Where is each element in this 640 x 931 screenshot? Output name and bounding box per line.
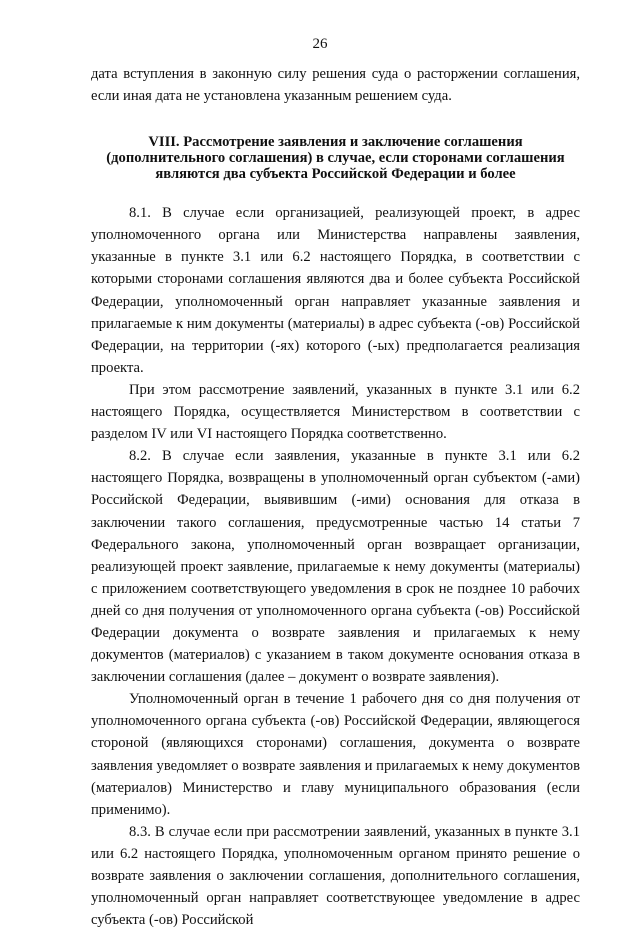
paragraph-8-1-continued: При этом рассмотрение заявлений, указанных в пункте 3.1 или 6.2 настоящего Порядка, осуществляется Министерством в соответствии с разделом IV или VI настоящего Порядка соответственно. bbox=[91, 381, 580, 443]
paragraph-8-1: 8.1. В случае если организацией, реализующей проект, в адрес уполномоченного органа или Министерства направлены заявления, указанные в пункте 3.1 или 6.2 настоящего Порядка, в соответствии с которыми сторонами соглашения являются два и более субъекта Российской Федерации, уполномоченный орган направляет указанные заявления и прилагаемые к ним документы (материалы) в адрес субъекта (-ов) Российской Федерации, на территории (-ях) которого (-ых) предполагается реализация проекта. bbox=[91, 205, 580, 376]
paragraph-8-2-continued: Уполномоченный орган в течение 1 рабочего дня со дня получения от уполномоченного органа субъекта (-ов) Российской Федерации, являющегося стороной (являющихся сторонами) соглашения, документа о возврате заявления уведомляет о возврате заявления и прилагаемых к нему документов (материалов) Министерство и главу муниципального образования (если применимо). bbox=[91, 691, 580, 818]
section-heading: VIII. Рассмотрение заявления и заключение соглашения (дополнительного соглашения) в случае, если сторонами соглашения являются два субъекта Российской Федерации и более bbox=[106, 134, 565, 183]
paragraph-8-2: 8.2. В случае если заявления, указанные в пункте 3.1 или 6.2 настоящего Порядка, возвращены в уполномоченный орган субъектом (-ами) Российской Федерации, выявившим (-ими) основания для отказа в заключении такого соглашения, предусмотренные частью 14 статьи 7 Федерального закона, уполномоченный орган возвращает организации, реализующей проект заявление, прилагаемые к нему документы (материалы) с приложением соответствующего уведомления в срок не позднее 10 рабочих дней со дня получения от уполномоченного органа субъекта (-ов) Российской Федерации документа о возврате заявления и прилагаемых к нему документов (материалов) с указанием в таком документе основания отказа в заключении соглашения (далее – документ о возврате заявления). bbox=[91, 448, 580, 686]
paragraph-8-3: 8.3. В случае если при рассмотрении заявлений, указанных в пункте 3.1 или 6.2 настоящего Порядка, уполномоченным органом принято решение о возврате заявления о заключении соглашения, дополнительного соглашения, уполномоченный орган направляет соответствующее уведомление в адрес субъекта (-ов) Российской bbox=[91, 823, 580, 929]
page-number: 26 bbox=[312, 36, 328, 52]
document-body bbox=[91, 63, 580, 931]
intro-paragraph: дата вступления в законную силу решения суда о расторжении соглашения, если иная дата не установлена указанным решением суда. bbox=[91, 66, 580, 105]
